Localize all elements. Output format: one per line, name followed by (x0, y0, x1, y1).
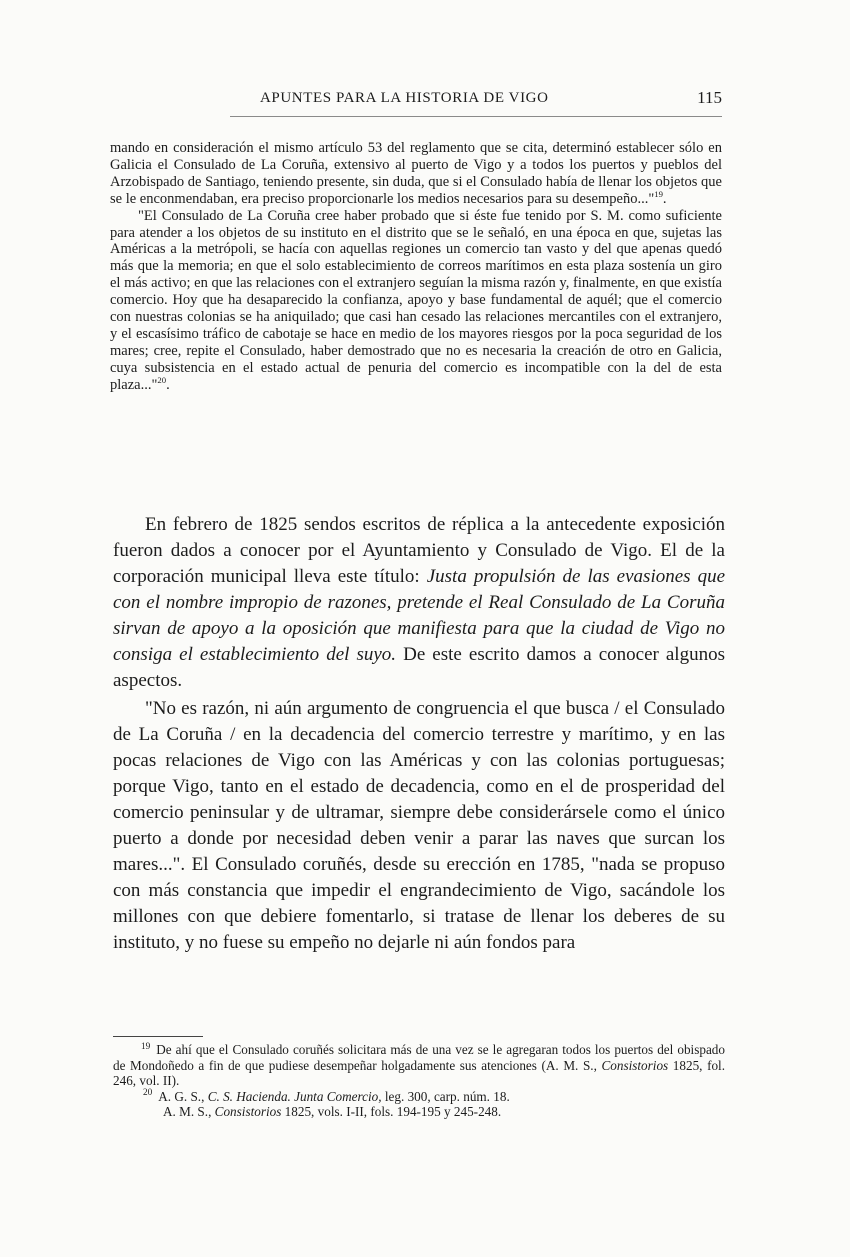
document-title: Justa propulsión de las evasiones que con el nombre impropio de razones, pretende el Real Consulado de La Coruña sirvan de apoyo a la oposición que manifiesta para que la ciudad de Vigo no consiga el establecimiento del suyo. (113, 566, 726, 665)
footnote-19 (113, 1042, 725, 1089)
body-text: En febrero de 1825 sendos escritos de réplica a la antecedente exposición fueron dados a conocer por el Ayuntamiento y Consulado de Vigo. El de la corporación municipal lleva este título: (113, 514, 725, 587)
footnote-text: 1825, fol. 246, vol. II). (113, 1057, 726, 1088)
footnote-20 (113, 1089, 725, 1105)
footnote-source: C. S. Hacienda. Junta Comercio, (207, 1088, 382, 1104)
footnotes (113, 1042, 725, 1120)
footnote-source: Consistorios (214, 1104, 282, 1119)
footnote-text: 1825, vols. I-II, fols. 194-195 y 245-248. (284, 1104, 502, 1119)
running-title: APUNTES PARA LA HISTORIA DE VIGO (260, 90, 549, 106)
footnote-source: Consistorios (601, 1057, 669, 1073)
body-text: De este escrito damos a conocer algunos aspectos. (113, 644, 725, 691)
body-paragraph: "No es razón, ni aún argumento de congruencia el que busca / el Consulado de La Coruña / en la decadencia del comercio terrestre y marítimo, y en las pocas relaciones de Vigo con las Américas y con las colonias portuguesas; porque Vigo, tanto en el estado de decadencia, como en el de prosperidad del comercio peninsular y de ultramar, siempre debe considerársele como el único puerto a donde por necesidad deben venir a parar las naves que surcan los mares...". El Consulado coruñés, desde su erección en 1785, "nada se propuso con más constancia que impedir el engrandecimiento de Vigo, sacándole los millones con que debiere fomentarlo, si tratase de llenar los deberes de su instituto, y no fuese su empeño no dejarle ni aún fondos para (113, 698, 725, 953)
footnote-rule (113, 1036, 203, 1037)
body-paragraph (113, 512, 725, 694)
footnote-text: A. G. S., (158, 1088, 205, 1104)
footnote-marker: 20 (143, 1087, 153, 1098)
quote-text-end: . (662, 190, 667, 207)
quote-text: "El Consulado de La Coruña cree haber probado que si éste fue tenido por S. M. como suficiente para atender a los objetos de su instituto en el distrito que se le señaló, en una época en que, sujetas las Américas a la metrópoli, se hacía con aquellas regiones un comercio tan vasto y del que apenas quedó más que la memoria; en que el solo establecimiento de correos marítimos en esta plaza sostenía un giro el más activo; en que las relaciones con el extranjero seguían la misma razón y, finalmente, en que existía comercio. Hoy que ha desaparecido la confianza, apoyo y base fundamental de aquél; que el comercio con nuestras colonias se ha aniquilado; que casi han cesado las relaciones mercantiles con el extranjero, y el escasísimo tráfico de cabotaje se hace en medio de los mayores riesgos por la poca seguridad de los mares; cree, repite el Consulado, haber demostrado que no es necesaria la creación de otro en Galicia, cuya subsistencia en el estado actual de penuria del comercio es incompatible con la del de esta plaza..." (110, 207, 722, 393)
footnote-text: A. M. S., (163, 1104, 212, 1119)
quote-paragraph (110, 208, 722, 394)
note-ref: 19 (654, 188, 663, 199)
running-header (230, 86, 722, 117)
quoted-passage (110, 140, 722, 394)
quote-paragraph (110, 140, 722, 208)
quote-text-end: . (166, 376, 170, 393)
page-number: 115 (697, 88, 722, 107)
footnote-text: leg. 300, carp. núm. 18. (384, 1088, 510, 1104)
footnote-text: De ahí que el Consulado coruñés solicitara más de una vez se le agregaran todos los puertos del obispado de Mondoñedo a fin de que pudiese desempeñar holgadamente sus atenciones (A. M. S., (113, 1042, 725, 1073)
quote-text: mando en consideración el mismo artículo 53 del reglamento que se cita, determinó establecer sólo en Galicia el Consulado de La Coruña, extensivo al puerto de Vigo y a todos los puertos y pueblos del Arzobispado de Santiago, teniendo presente, sin duda, que si el Consulado había de llenar los objetos que se le enconmendaban, era preciso proporcionarle los medios necesarios para su desempeño..." (110, 140, 722, 207)
note-ref: 20 (157, 374, 167, 385)
main-text (113, 512, 725, 956)
footnote-marker: 19 (141, 1040, 151, 1051)
footnote-20-continued (113, 1104, 725, 1120)
